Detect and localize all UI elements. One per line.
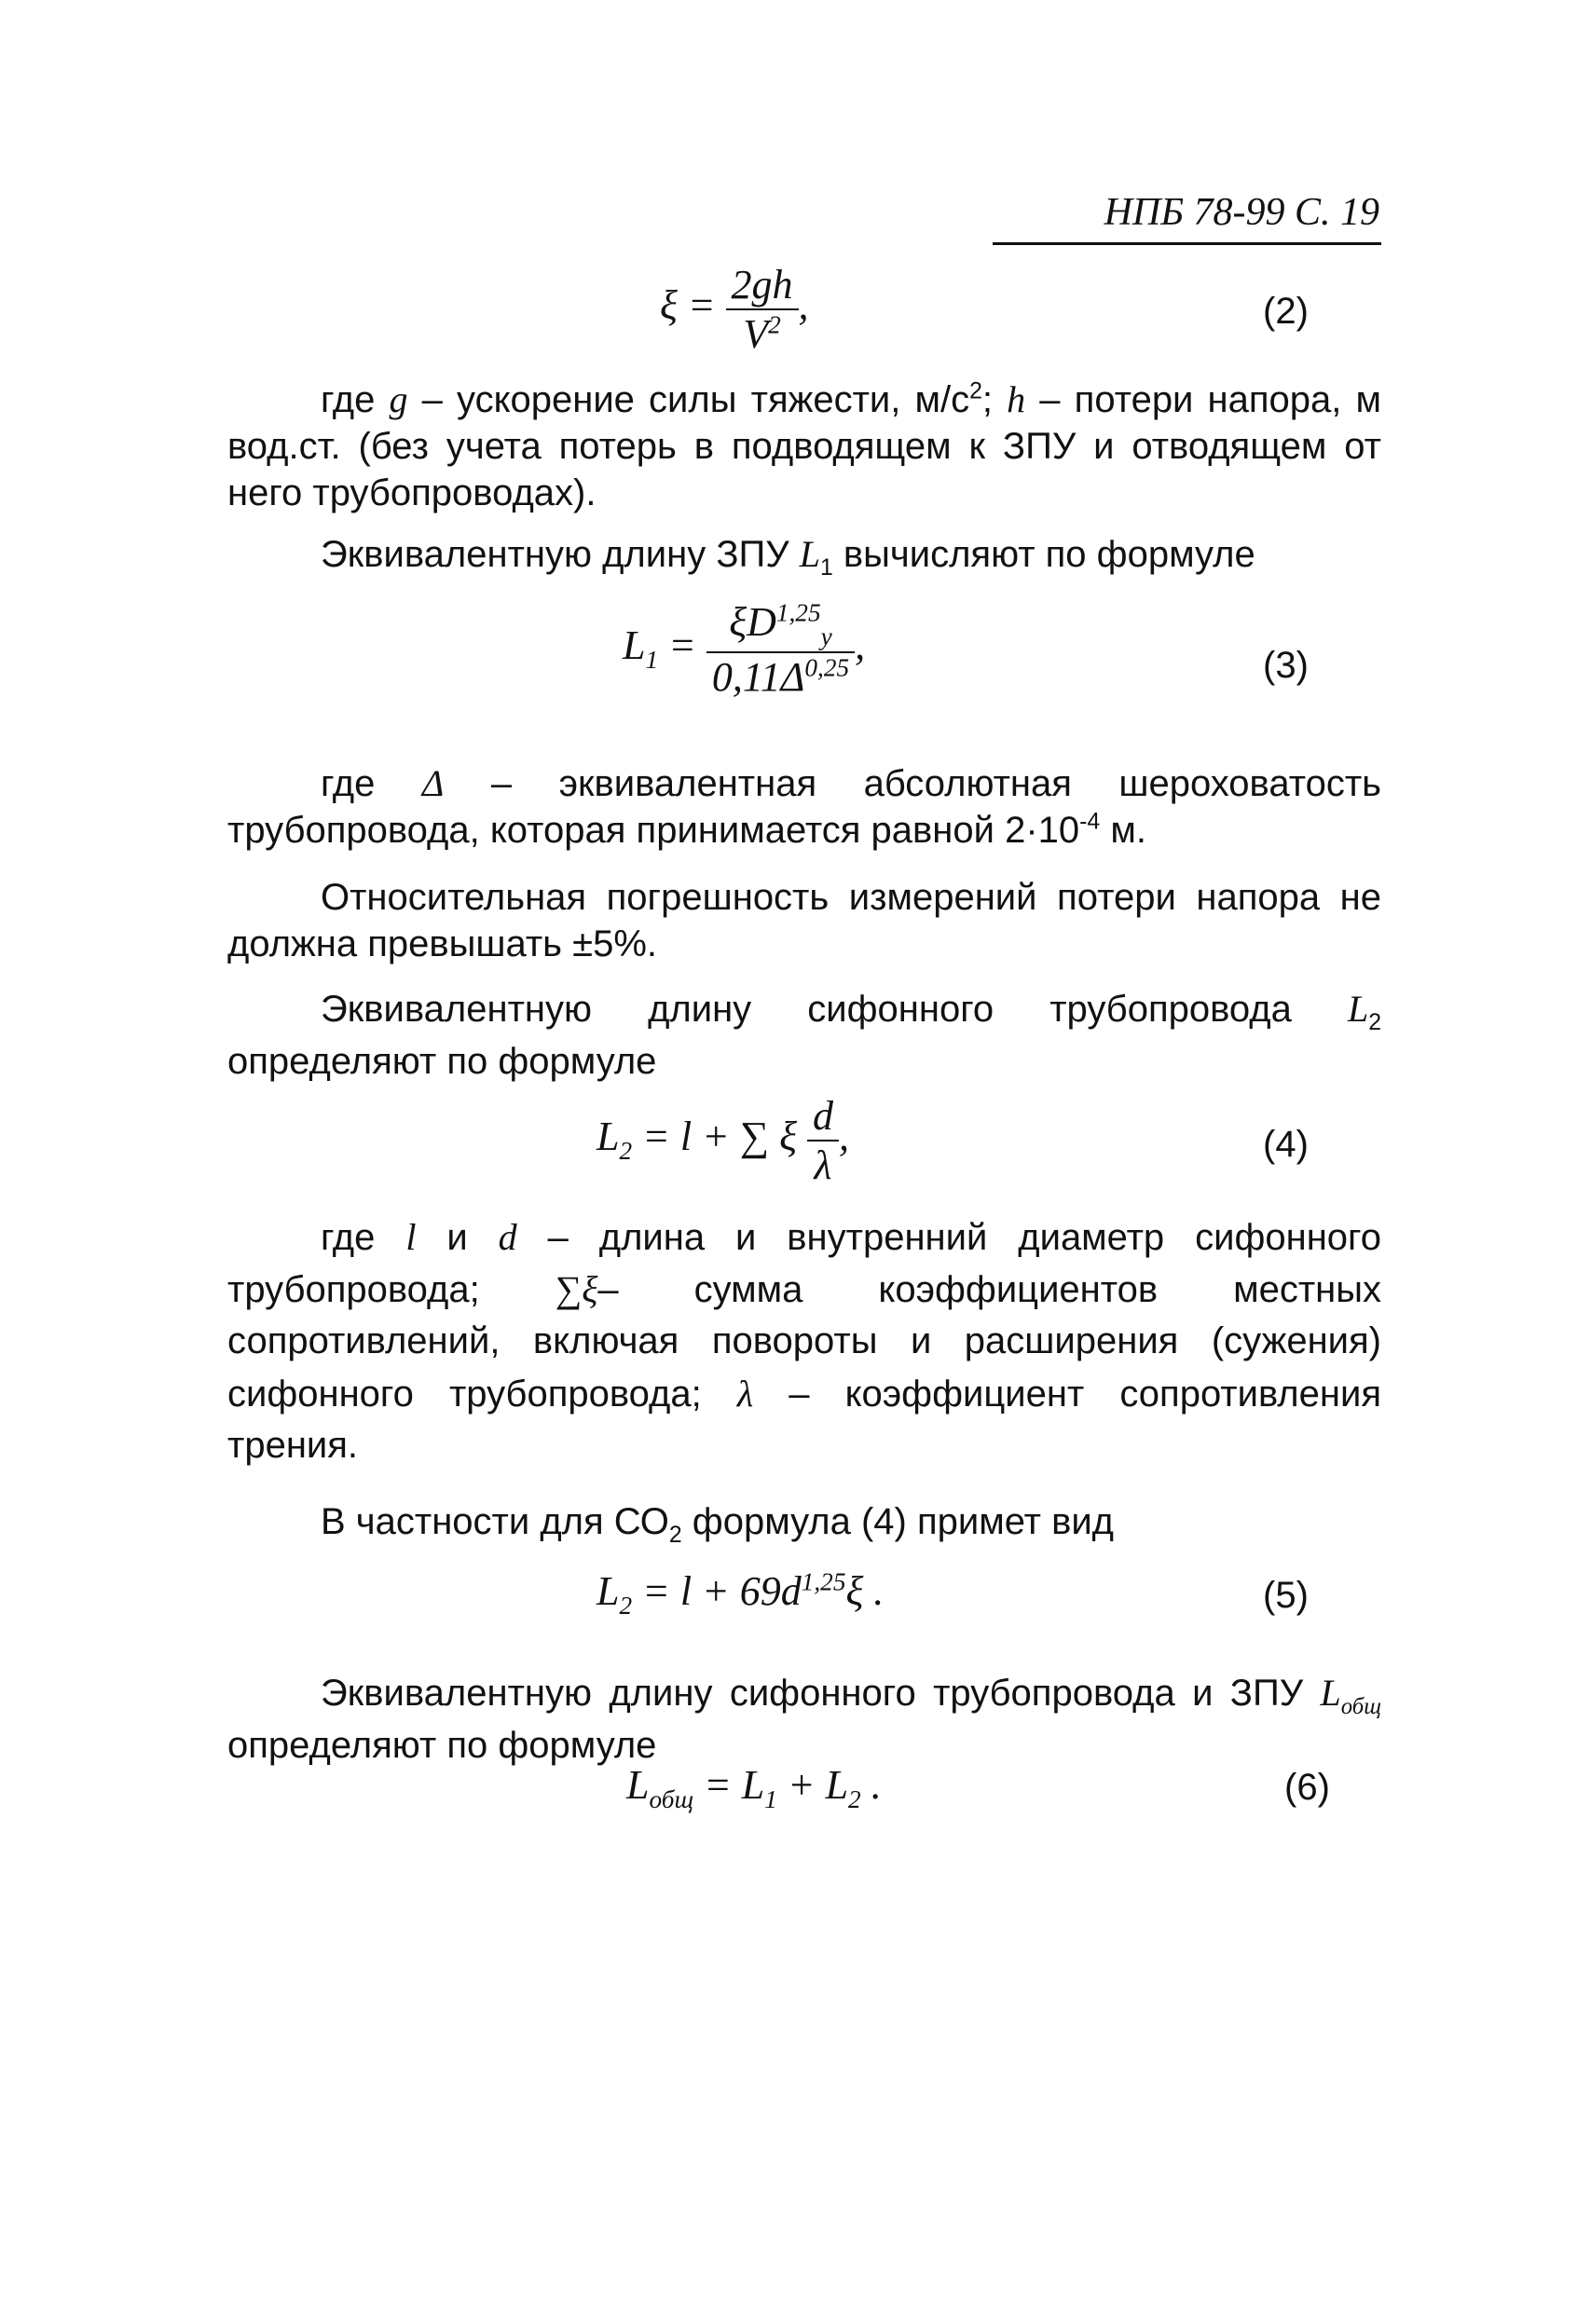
equation-3: $L_1$ = $\frac{\xi D^{1,25}_y}{0,11\Delta^{0,25}}$ , — [623, 598, 866, 700]
paragraph-ltotal-intro: Эквивалентную длину сифонного трубопровода и ЗПУ $L_{общ}$ определяют по формуле — [227, 1672, 1381, 1766]
eq2-denominator: $V^2$ — [743, 310, 781, 357]
eq2-lhs: ξ = — [660, 282, 716, 329]
equation-5: $L_2 = l + 69d^{1,25}\xi$ . — [597, 1567, 885, 1620]
equation-6-number: (6) — [1284, 1767, 1330, 1808]
eq2-fraction — [726, 261, 799, 358]
paragraph-l2-intro: Эквивалентную длину сифонного трубопровода $L_2$ определяют по формуле — [227, 988, 1381, 1082]
paragraph-l1-intro: Эквивалентную длину ЗПУ $L_1$ вычисляют по формуле — [321, 533, 1255, 581]
running-header: НПБ 78-99 С. 19 — [1104, 191, 1379, 234]
eq3-numerator: ξD$^{1,25}_y$ — [706, 598, 855, 653]
eq4-lhs: $L_2$ — [597, 1114, 633, 1165]
eq4-denominator: λ — [814, 1142, 832, 1188]
eq3-fraction — [706, 598, 855, 701]
eq6-lhs: $L_{общ}$ — [626, 1762, 694, 1813]
equation-4-number: (4) — [1263, 1124, 1309, 1165]
paragraph-co2: В частности для $СО_2$ формула (4) примет вид — [321, 1501, 1115, 1548]
eq2-numerator: 2gh — [726, 261, 799, 310]
eq5-lhs: $L_2$ — [597, 1568, 633, 1620]
paragraph-l-d-definition: где l и d – длина и внутренний диаметр сифонного трубопровода; ∑ξ– сумма коэффициентов местных сопротивлений, включая повороты и расширения (сужения) сифонного трубопровода; λ – коэффициент сопротивления трения. — [227, 1216, 1382, 1466]
equation-4: $L_2 = l$ + ∑ ξ $\frac{d}{\lambda}$ , — [597, 1093, 849, 1188]
eq4-numerator: d — [807, 1092, 839, 1141]
eq3-denominator: $0,11\Delta^{0,25}$ — [711, 653, 850, 700]
paragraph-delta-definition: где Δ – эквивалентная абсолютная шероховатость трубопровода, которая принимается равной $2\cdot 10^{-4}$ м. — [227, 762, 1381, 851]
eq3-lhs: $L_1$ — [623, 622, 659, 674]
eq2-comma: , — [798, 282, 809, 329]
equation-6: $L_{общ} = L_1 + L_2$ . — [626, 1762, 882, 1813]
equation-3-number: (3) — [1263, 645, 1309, 686]
paragraph-error: Относительная погрешность измерений потери напора не должна превышать ±5%. — [227, 877, 1381, 964]
paragraph-g-definition: где g – ускорение силы тяжести, $м/с^2$; h – потери напора, м вод.ст. (без учета потерь в подводящем к ЗПУ и отводящем от него трубопроводах). — [227, 378, 1382, 513]
equation-2-number: (2) — [1263, 291, 1309, 332]
equation-5-number: (5) — [1263, 1575, 1309, 1616]
header-rule — [993, 242, 1381, 245]
equation-2 — [660, 261, 809, 358]
eq4-fraction — [807, 1092, 839, 1189]
